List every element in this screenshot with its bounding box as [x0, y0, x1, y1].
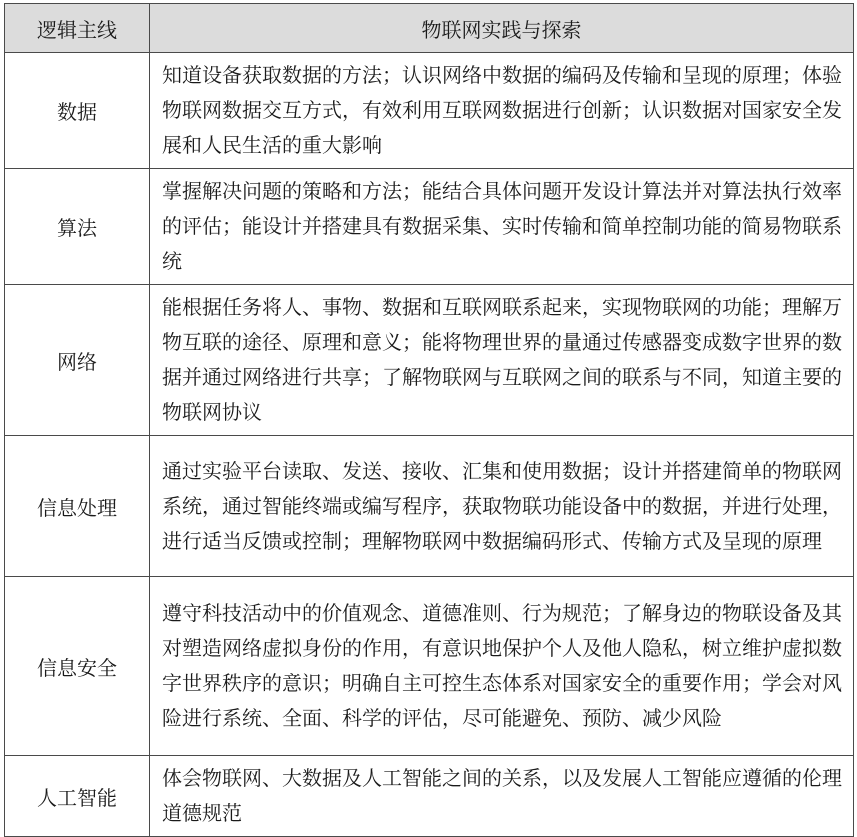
row-description: 掌握解决问题的策略和方法；能结合具体问题开发设计算法并对算法执行效率的评估；能设计并搭建具有数据采集、实时传输和简单控制功能的简易物联系统 [150, 169, 854, 285]
row-description: 遵守科技活动中的价值观念、道德准则、行为规范；了解身边的物联设备及其对塑造网络虚拟身份的作用，有意识地保护个人及他人隐私，树立维护虚拟数字世界秩序的意识；明确自主可控生态体系对国家安全的重要作用；学会对风险进行系统、全面、科学的评估，尽可能避免、预防、减少风险 [150, 577, 854, 756]
row-topic: 数据 [5, 53, 150, 169]
curriculum-table [4, 3, 854, 837]
row-topic: 人工智能 [5, 756, 150, 837]
row-topic: 信息处理 [5, 436, 150, 577]
row-description: 通过实验平台读取、发送、接收、汇集和使用数据；设计并搭建简单的物联网系统，通过智能终端或编写程序，获取物联功能设备中的数据，并进行处理，进行适当反馈或控制；理解物联网中数据编码形式、传输方式及呈现的原理 [150, 436, 854, 577]
table-row [5, 53, 854, 169]
header-logic-thread: 逻辑主线 [5, 4, 150, 53]
row-description: 能根据任务将人、事物、数据和互联网联系起来，实现物联网的功能；理解万物互联的途径、原理和意义；能将物理世界的量通过传感器变成数字世界的数据并通过网络进行共享；了解物联网与互联网之间的联系与不同，知道主要的物联网协议 [150, 285, 854, 436]
row-description: 知道设备获取数据的方法；认识网络中数据的编码及传输和呈现的原理；体验物联网数据交互方式，有效利用互联网数据进行创新；认识数据对国家安全发展和人民生活的重大影响 [150, 53, 854, 169]
table-header-row [5, 4, 854, 53]
header-iot-practice: 物联网实践与探索 [150, 4, 854, 53]
row-topic: 算法 [5, 169, 150, 285]
table-row [5, 756, 854, 837]
table-row [5, 169, 854, 285]
row-topic: 网络 [5, 285, 150, 436]
table-row [5, 285, 854, 436]
table-row [5, 436, 854, 577]
row-topic: 信息安全 [5, 577, 150, 756]
row-description: 体会物联网、大数据及人工智能之间的关系，以及发展人工智能应遵循的伦理道德规范 [150, 756, 854, 837]
table-row [5, 577, 854, 756]
